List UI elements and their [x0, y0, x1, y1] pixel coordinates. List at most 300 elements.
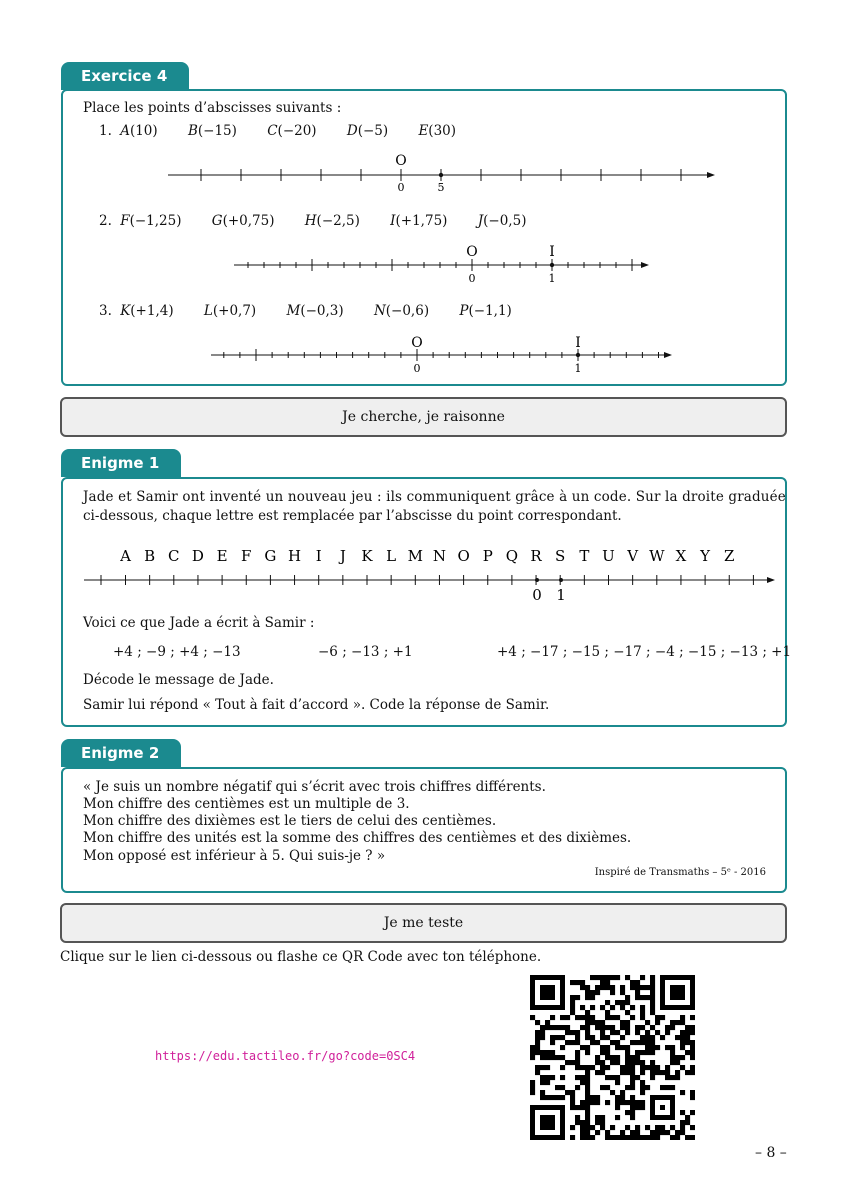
qr-module	[665, 1070, 670, 1075]
qr-module	[600, 1035, 605, 1040]
letter-C: C	[168, 547, 180, 565]
qr-module	[600, 1125, 605, 1130]
qr-module	[625, 1050, 630, 1055]
qr-module	[660, 1125, 665, 1130]
qr-module	[680, 1015, 685, 1020]
qr-module	[555, 1035, 560, 1040]
qr-module	[610, 1055, 615, 1060]
qr-module	[620, 1065, 625, 1070]
qr-module	[540, 1075, 545, 1080]
qr-module	[585, 1105, 590, 1110]
qr-module	[630, 1080, 635, 1085]
qr-module	[655, 1125, 660, 1130]
qr-module	[670, 1060, 675, 1065]
qr-module	[610, 1025, 615, 1030]
qr-module	[685, 1035, 690, 1040]
qr-instruction: Clique sur le lien ci-dessous ou flashe ce QR Code avec ton téléphone.	[60, 949, 542, 965]
zero-label-4: 0	[532, 586, 542, 604]
letter-Z: Z	[724, 547, 735, 565]
qr-module	[690, 1135, 695, 1140]
qr-module	[575, 980, 580, 985]
qr-module	[560, 1015, 565, 1020]
letter-Q: Q	[505, 547, 519, 565]
qr-module	[535, 1020, 540, 1025]
qr-module	[590, 1035, 595, 1040]
code-1: +4 ; −9 ; +4 ; −13	[113, 644, 241, 660]
enigme-2-title: Enigme 2	[81, 744, 160, 762]
qr-module	[595, 1095, 600, 1100]
qr-module	[565, 1060, 570, 1065]
enigme-2-line-5: Mon opposé est inférieur à 5. Qui suis-je ? »	[83, 848, 386, 864]
qr-module	[685, 1120, 690, 1125]
qr-module	[670, 1045, 675, 1050]
qr-module	[535, 1035, 540, 1040]
qr-module	[585, 1020, 590, 1025]
qr-module	[635, 1100, 640, 1105]
qr-module	[620, 1100, 625, 1105]
qr-module	[545, 1025, 550, 1030]
qr-module	[640, 1025, 645, 1030]
letter-E: E	[216, 547, 228, 565]
qr-module	[665, 1085, 670, 1090]
qr-module	[635, 1135, 640, 1140]
qr-module	[625, 1125, 630, 1130]
number-line-1	[160, 148, 730, 198]
qr-module	[655, 1015, 660, 1020]
enigme-2-line-4: Mon chiffre des unités est la somme des chiffres des centièmes et des dixièmes.	[83, 830, 632, 846]
qr-module	[590, 1040, 595, 1045]
qr-module	[530, 1055, 535, 1060]
qr-module	[580, 1065, 585, 1070]
qr-module	[610, 990, 615, 995]
qr-module	[655, 1045, 660, 1050]
qr-module	[615, 1045, 620, 1050]
qr-module	[655, 1065, 660, 1070]
qr-module	[600, 1060, 605, 1065]
qr-module	[675, 1020, 680, 1025]
qr-module	[605, 1065, 610, 1070]
qr-module	[545, 1095, 550, 1100]
qr-module	[635, 1105, 640, 1110]
enigme-2-line-2: Mon chiffre des centièmes est un multiple de 3.	[83, 796, 410, 812]
letter-H: H	[288, 547, 302, 565]
qr-module	[615, 1055, 620, 1060]
qr-module	[600, 1050, 605, 1055]
qr-module	[600, 980, 605, 985]
enigme-1-title: Enigme 1	[81, 454, 160, 472]
qr-module	[640, 985, 645, 990]
letter-A: A	[120, 547, 131, 565]
qr-module	[605, 980, 610, 985]
qr-module	[625, 1025, 630, 1030]
qr-module	[645, 1125, 650, 1130]
qr-module	[665, 1030, 670, 1035]
qr-module	[535, 1030, 540, 1035]
qr-module	[570, 1100, 575, 1105]
qr-module	[660, 1130, 665, 1135]
qr-module	[605, 1045, 610, 1050]
qr-module	[610, 1040, 615, 1045]
qr-module	[680, 1090, 685, 1095]
qr-module	[580, 980, 585, 985]
qr-module	[580, 1120, 585, 1125]
letter-D: D	[191, 547, 204, 565]
qr-module	[590, 1005, 595, 1010]
qr-module	[610, 1005, 615, 1010]
qr-module	[650, 995, 655, 1000]
qr-module	[575, 1105, 580, 1110]
qr-module	[690, 1065, 695, 1070]
qr-module	[600, 1070, 605, 1075]
qr-module	[620, 1005, 625, 1010]
qr-module	[635, 995, 640, 1000]
qr-module	[600, 1065, 605, 1070]
qr-module	[650, 1075, 655, 1080]
qr-module	[670, 1125, 675, 1130]
qr-module	[570, 1135, 575, 1140]
qr-module	[650, 1040, 655, 1045]
qr-module	[645, 1030, 650, 1035]
qr-module	[595, 1130, 600, 1135]
letter-O: O	[457, 547, 470, 565]
qr-module	[575, 1035, 580, 1040]
number-line-2	[228, 238, 658, 288]
letter-F: F	[241, 547, 252, 565]
qr-module	[630, 980, 635, 985]
qr-module	[580, 1080, 585, 1085]
qr-module	[570, 1060, 575, 1065]
qr-module	[550, 1035, 555, 1040]
qr-module	[580, 1075, 585, 1080]
qr-module	[685, 1050, 690, 1055]
qr-module	[665, 1075, 670, 1080]
exercice-4-intro: Place les points d’abscisses suivants :	[83, 100, 342, 116]
qr-module	[640, 1085, 645, 1090]
qr-module	[610, 985, 615, 990]
qr-module	[570, 1040, 575, 1045]
qr-module	[555, 1025, 560, 1030]
qr-module	[575, 1050, 580, 1055]
qr-module	[685, 1025, 690, 1030]
qr-module	[565, 1030, 570, 1035]
qr-module	[630, 1135, 635, 1140]
one-label-2: 1	[548, 272, 556, 285]
qr-module	[630, 1110, 635, 1115]
qr-module	[535, 1040, 540, 1045]
qr-module	[590, 1015, 595, 1020]
qr-module	[540, 1090, 545, 1095]
qr-module	[555, 1055, 560, 1060]
qr-module	[630, 1070, 635, 1075]
qr-module	[595, 1060, 600, 1065]
qr-module	[570, 1105, 575, 1110]
qr-module	[620, 985, 625, 990]
qr-module	[615, 1040, 620, 1045]
qr-module	[595, 1025, 600, 1030]
letter-R: R	[530, 547, 542, 565]
qr-module	[685, 1115, 690, 1120]
qr-module	[675, 1070, 680, 1075]
qr-module	[585, 1120, 590, 1125]
qr-module	[680, 1055, 685, 1060]
page-number: – 8 –	[755, 1145, 787, 1161]
letter-P: P	[482, 547, 493, 565]
qr-module	[670, 1050, 675, 1055]
qr-module	[650, 1070, 655, 1075]
qr-module	[650, 1035, 655, 1040]
qr-module	[680, 1045, 685, 1050]
qr-module	[605, 1100, 610, 1105]
qr-module	[615, 1075, 620, 1080]
qr-module	[615, 1080, 620, 1085]
qr-module	[615, 1030, 620, 1035]
qr-module	[675, 1075, 680, 1080]
qr-module	[625, 1030, 630, 1035]
qr-module	[615, 1135, 620, 1140]
qr-module	[590, 990, 595, 995]
qr-module	[645, 1135, 650, 1140]
letter-V: V	[627, 547, 639, 565]
qr-module	[650, 1000, 655, 1005]
qr-module	[630, 985, 635, 990]
qr-module	[620, 1070, 625, 1075]
qr-module	[545, 1050, 550, 1055]
qr-module	[585, 1030, 590, 1035]
qr-module	[615, 1060, 620, 1065]
qr-module	[665, 1130, 670, 1135]
qr-module	[600, 1020, 605, 1025]
qr-module	[635, 1050, 640, 1055]
qr-module	[540, 1025, 545, 1030]
qr-module	[690, 1125, 695, 1130]
qr-module	[535, 1050, 540, 1055]
qr-module	[595, 1020, 600, 1025]
qr-module	[570, 1030, 575, 1035]
qr-module	[560, 1025, 565, 1030]
qr-module	[530, 1085, 535, 1090]
qr-module	[660, 1035, 665, 1040]
qr-module	[690, 1070, 695, 1075]
item-3-row: 3. K(+1,4) L(+0,7) M(−0,3) N(−0,6) P(−1,1)	[99, 303, 512, 319]
qr-module	[645, 995, 650, 1000]
qr-module	[600, 1085, 605, 1090]
qr-module	[585, 1070, 590, 1075]
qr-module	[590, 1135, 595, 1140]
qr-module	[575, 1085, 580, 1090]
qr-module	[620, 990, 625, 995]
qr-module	[595, 1100, 600, 1105]
qr-module	[545, 1020, 550, 1025]
qr-module	[640, 1135, 645, 1140]
qr-module	[615, 1095, 620, 1100]
qr-module	[610, 975, 615, 980]
qr-module	[625, 975, 630, 980]
one-label-3: 1	[574, 362, 582, 375]
qr-module	[585, 1135, 590, 1140]
qr-module	[630, 1100, 635, 1105]
qr-module	[560, 1075, 565, 1080]
letter-T: T	[579, 547, 590, 565]
qr-module	[665, 1045, 670, 1050]
qr-module	[640, 1065, 645, 1070]
enigme-2-source: Inspiré de Transmaths – 5ᵉ - 2016	[594, 867, 766, 878]
qr-module	[615, 1015, 620, 1020]
qr-module	[610, 1135, 615, 1140]
qr-module	[590, 975, 595, 980]
qr-module	[690, 1025, 695, 1030]
letter-I: I	[315, 547, 322, 565]
qr-module	[690, 1045, 695, 1050]
qr-module	[585, 1065, 590, 1070]
letter-B: B	[144, 547, 156, 565]
qr-module	[580, 1135, 585, 1140]
qr-module	[630, 1005, 635, 1010]
qr-module	[670, 1020, 675, 1025]
qr-module	[630, 1075, 635, 1080]
qr-module	[585, 1125, 590, 1130]
qr-module	[635, 1125, 640, 1130]
qr-module	[585, 1100, 590, 1105]
qr-module	[625, 1070, 630, 1075]
qr-module	[625, 1045, 630, 1050]
qr-module	[590, 1095, 595, 1100]
qr-module	[585, 1025, 590, 1030]
zero-label-3: 0	[413, 362, 421, 375]
qr-module	[690, 1110, 695, 1115]
qr-module	[670, 1025, 675, 1030]
qr-module	[570, 1000, 575, 1005]
qr-module	[640, 1010, 645, 1015]
letter-W: W	[649, 547, 665, 565]
qr-module	[605, 1085, 610, 1090]
letter-number-line	[80, 545, 780, 605]
qr-module	[690, 1095, 695, 1100]
qr-module	[585, 1115, 590, 1120]
qr-module	[570, 1005, 575, 1010]
item-2-row: 2. F(−1,25) G(+0,75) H(−2,5) I(+1,75) J(−0,5)	[99, 213, 527, 229]
zero-label-1: 0	[397, 181, 405, 194]
qr-module	[625, 1100, 630, 1105]
qr-module	[650, 1010, 655, 1015]
letter-G: G	[264, 547, 277, 565]
qr-module	[605, 1025, 610, 1030]
qr-module	[530, 1080, 535, 1085]
qr-module	[535, 1070, 540, 1075]
qr-module	[675, 1035, 680, 1040]
origin-label-2: O	[466, 244, 478, 260]
qr-module	[570, 1090, 575, 1095]
qr-module	[640, 1035, 645, 1040]
qr-module	[625, 1000, 630, 1005]
qr-module	[585, 1045, 590, 1050]
qr-module	[625, 1020, 630, 1025]
qr-module	[675, 1135, 680, 1140]
tactileo-link[interactable]: https://edu.tactileo.fr/go?code=0SC4	[155, 1049, 416, 1063]
code-3: +4 ; −17 ; −15 ; −17 ; −4 ; −15 ; −13 ; +1	[497, 644, 792, 660]
qr-module	[645, 985, 650, 990]
qr-module	[690, 1090, 695, 1095]
qr-module	[590, 995, 595, 1000]
qr-module	[565, 1090, 570, 1095]
qr-module	[585, 1090, 590, 1095]
qr-module	[575, 1075, 580, 1080]
qr-module	[675, 1055, 680, 1060]
qr-module	[690, 1055, 695, 1060]
qr-module	[570, 1095, 575, 1100]
qr-module	[575, 1015, 580, 1020]
qr-module	[645, 1050, 650, 1055]
qr-module	[630, 1060, 635, 1065]
qr-module	[660, 1015, 665, 1020]
qr-module	[605, 1000, 610, 1005]
qr-module	[650, 1045, 655, 1050]
qr-module	[650, 985, 655, 990]
qr-module	[570, 1125, 575, 1130]
qr-module	[595, 975, 600, 980]
qr-module	[680, 1030, 685, 1035]
qr-module	[660, 1085, 665, 1090]
qr-module	[625, 1135, 630, 1140]
qr-module	[585, 1035, 590, 1040]
qr-module	[580, 1025, 585, 1030]
letter-J: J	[339, 547, 346, 565]
qr-module	[585, 1010, 590, 1015]
qr-module	[605, 1075, 610, 1080]
qr-module	[620, 1135, 625, 1140]
qr-module	[585, 1130, 590, 1135]
qr-module	[600, 1005, 605, 1010]
qr-module	[605, 975, 610, 980]
qr-module	[685, 1070, 690, 1075]
code-2: −6 ; −13 ; +1	[318, 644, 413, 660]
qr-module	[585, 985, 590, 990]
enigme-2-tab	[61, 739, 181, 767]
jade-label: Voici ce que Jade a écrit à Samir :	[83, 615, 315, 631]
qr-module	[590, 1125, 595, 1130]
qr-module	[680, 1020, 685, 1025]
qr-module	[680, 1035, 685, 1040]
qr-module	[645, 1045, 650, 1050]
qr-module	[640, 1070, 645, 1075]
qr-module	[560, 1035, 565, 1040]
qr-module	[650, 980, 655, 985]
qr-module	[610, 1125, 615, 1130]
origin-label-3: O	[411, 335, 423, 351]
qr-module	[600, 1120, 605, 1125]
qr-module	[635, 1055, 640, 1060]
qr-module	[650, 1025, 655, 1030]
qr-module	[625, 1085, 630, 1090]
qr-module	[560, 1095, 565, 1100]
qr-module	[580, 1105, 585, 1110]
exercice-4-title: Exercice 4	[81, 67, 168, 85]
qr-module	[585, 1075, 590, 1080]
qr-module	[650, 1050, 655, 1055]
qr-module	[685, 1040, 690, 1045]
qr-module	[595, 1055, 600, 1060]
qr-module	[600, 1045, 605, 1050]
qr-module	[570, 995, 575, 1000]
qr-module	[530, 1050, 535, 1055]
qr-module	[625, 1065, 630, 1070]
enigme-2-line-1: « Je suis un nombre négatif qui s’écrit avec trois chiffres différents.	[83, 779, 546, 795]
qr-module	[575, 1055, 580, 1060]
qr-module	[640, 995, 645, 1000]
qr-module	[605, 1035, 610, 1040]
qr-module	[550, 1025, 555, 1030]
qr-module	[580, 1005, 585, 1010]
qr-code[interactable]	[530, 975, 695, 1140]
